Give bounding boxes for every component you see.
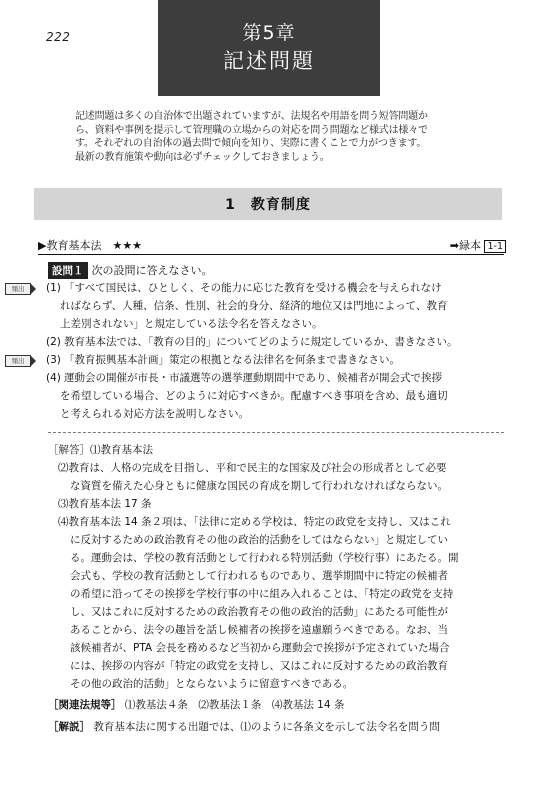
question-label: 設問１ <box>48 262 88 279</box>
answer-label: ［解答］ <box>48 444 90 456</box>
related-text: ⑴教基法４条 ⑵教基法１条 ⑷教基法 14 条 <box>124 699 345 711</box>
answer-line: ⑵教育は、人格の完成を目指し、平和で民主的な国家及び社会の形成者として必要 <box>58 462 447 474</box>
question-line: と考えられる対応方法を説明しなさい。 <box>60 408 249 420</box>
answer-line: な資質を備えた心身ともに健康な国民の育成を期して行われなければならない。 <box>70 480 448 492</box>
question-instruction: 次の設問に答えなさい。 <box>91 264 213 277</box>
intro-line: す。それぞれの自治体の過去問で傾向を知り、実際に書くことで力がつきます。 <box>75 138 427 149</box>
commentary-label: ［解説］ <box>48 721 90 733</box>
answer-line: ⑶教育基本法 17 条 <box>58 498 152 510</box>
question-line: を希望している場合、どのように対応すべきか。配慮すべき事項を含め、最も適切 <box>60 390 448 402</box>
intro-line: ら、資料や事例を提示して管理職の立場からの対応を問う問題など様式は様々で <box>75 124 428 136</box>
question-number: (3) <box>46 354 61 366</box>
chapter-number: 第5章 <box>242 22 296 44</box>
answer-item: ⑴教育基本法 <box>90 444 153 456</box>
answer-line: ⑷教育基本法 14 条２項は、「法律に定める学校は、特定の政党を支持し、又はこれ <box>58 516 451 528</box>
chapter-header <box>158 0 380 96</box>
question-line: ればならず、人種、信条、性別、社会的身分、経済的地位又は門地によって、教育 <box>60 300 448 312</box>
answer-line <box>48 442 153 460</box>
chapter-title: 記述問題 <box>223 49 315 73</box>
answer-line: る。運動会は、学校の教育活動として行われる特別活動（学校行事）にあたる。開 <box>70 552 459 564</box>
intro-line: 記述問題は多くの自治体で出題されていますが、法規名や用語を問う短答問題か <box>75 111 428 122</box>
answer-line: 会式も、学校の教育活動として行われるものであり、選挙期間中に特定の候補者 <box>70 570 448 582</box>
question-line: 運動会の開催が市長・市議選等の選挙運動期間中であり、候補者が開会式で挨拶 <box>64 372 442 384</box>
answer-line: あることから、法令の趣旨を話し候補者の挨拶を遠慮願うべきである。なお、当 <box>70 624 448 636</box>
frequent-badge: 頻出 <box>5 355 31 367</box>
topic-title: ▶教育基本法 ★★★ <box>38 239 143 252</box>
answer-line: その他の政治的活動」とならないように留意すべきである。 <box>70 678 354 690</box>
page-number: 222 <box>46 30 71 44</box>
question-heading <box>48 262 213 279</box>
question-line: 上差別されない」と規定している法令名を答えなさい。 <box>60 318 323 330</box>
related-laws <box>48 697 344 715</box>
frequent-badge: 頻出 <box>5 283 31 295</box>
question-line: 「すべて国民は、ひとしく、その能力に応じた教育を受ける機会を与えられなけ <box>64 282 442 294</box>
answer-line: し、又はこれに反対するための政治教育その他の政治的活動」にあたる可能性が <box>70 606 448 618</box>
answer-line: 該候補者が、PTA 会長を務めるなど当初から運動会で挨拶が予定されていた場合 <box>70 642 450 654</box>
topic-header <box>38 237 506 253</box>
topic-reference <box>450 237 506 253</box>
section-title: 1 教育制度 <box>34 188 502 220</box>
reference-prefix: ➡緑本 <box>449 239 481 252</box>
related-label: ［関連法規等］ <box>48 699 122 711</box>
question-line: 教育基本法では、「教育の目的」についてどのように規定しているか、書きなさい。 <box>64 336 458 348</box>
commentary <box>48 719 440 737</box>
question-number: (1) <box>46 282 61 294</box>
reference-number: 1-1 <box>484 240 506 253</box>
question-number: (4) <box>46 372 61 384</box>
intro-line: 最新の教育施策や動向は必ずチェックしておきましょう。 <box>75 151 330 163</box>
topic-divider <box>38 254 504 255</box>
answer-line: には、挨拶の内容が「特定の政党を支持し、又はこれに反対するための政治教育 <box>70 660 448 672</box>
question-line: 「教育振興基本計画」策定の根拠となる法律名を何条まで書きなさい。 <box>64 354 400 366</box>
commentary-text: 教育基本法に関する出題では、⑴のように各条文を示して法令名を問う問 <box>93 721 440 733</box>
intro-paragraph <box>75 110 475 164</box>
question-number: (2) <box>46 336 61 348</box>
answer-divider <box>48 432 504 433</box>
answer-line: の希望に沿ってその挨拶を学校行事の中に組み入れることは、「特定の政党を支持 <box>70 588 454 600</box>
answer-line: に反対するための政治教育その他の政治的活動をしてはならない」と規定してい <box>70 534 448 546</box>
